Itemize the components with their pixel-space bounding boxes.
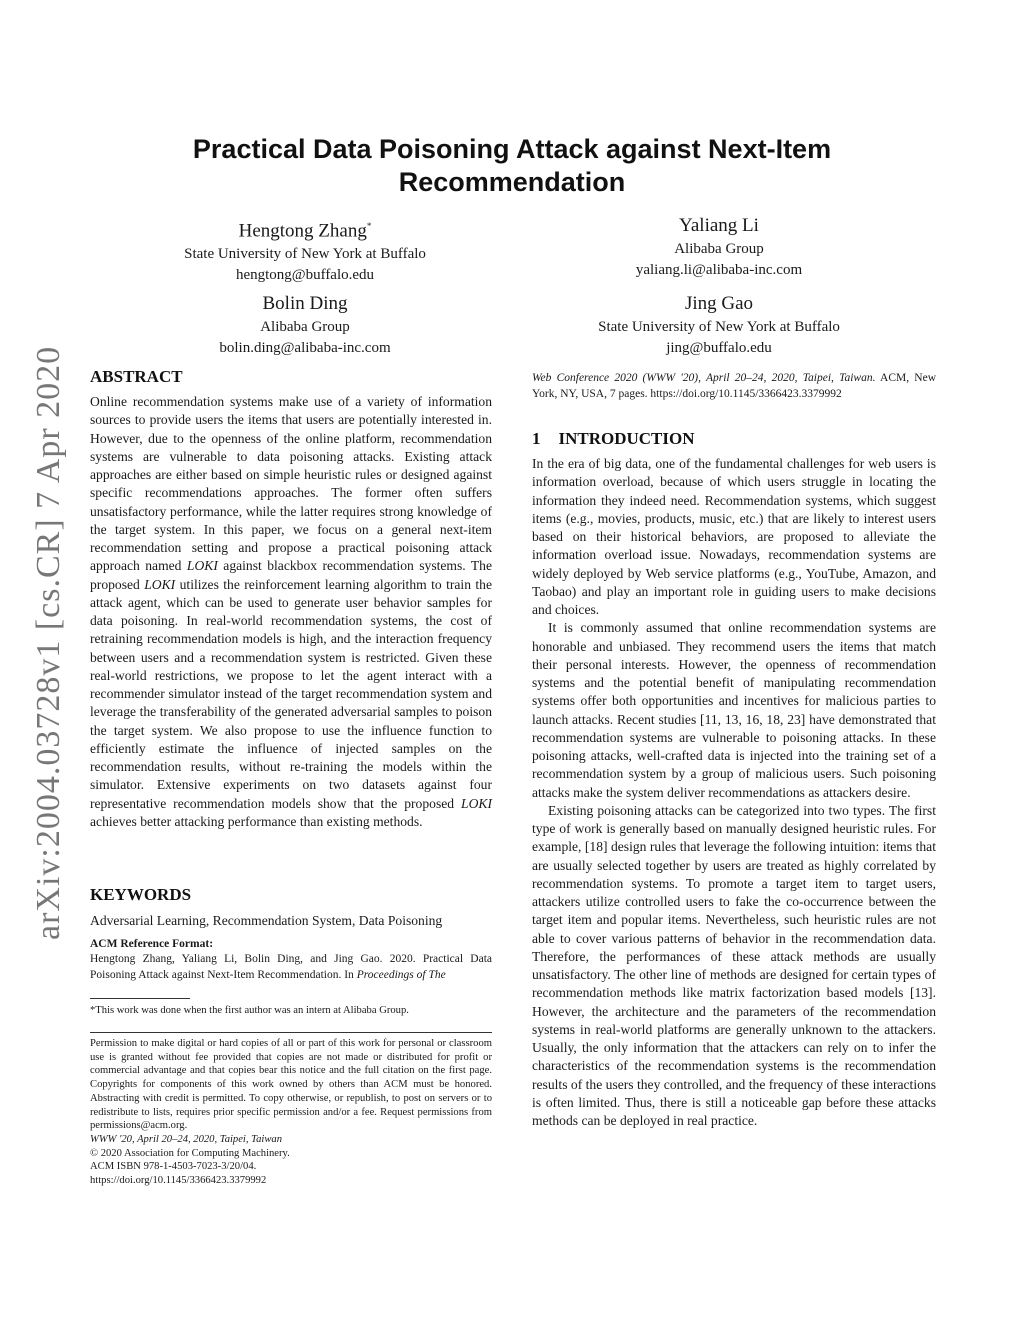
author-block-3	[140, 291, 470, 359]
acm-reference-continued: Web Conference 2020 (WWW '20), April 20–24, 2020, Taipei, Taiwan. ACM, New York, NY, USA, 7 pages. https://doi.org/10.1145/3366423.3379992	[532, 372, 937, 400]
intro-paragraph-2: It is commonly assumed that online recommendation systems are honorable and unbiased. They recommend users the items that match their personal interests. However, the openness of recommendation systems and the potential benefit of manipulating recommendation systems offer both opportunities and incentives for malicious parties to launch attacks. Recent studies [11, 13, 16, 18, 23] have demonstrated that recommendation systems are vulnerable to poisoning attacks. In these poisoning attacks, well-crafted data is injected into the training set of a recommendation system by a group of malicious users. Such poisoning attacks make the system deliver recommendations as attackers desire.	[532, 620, 936, 800]
permission-copyright: © 2020 Association for Computing Machinery.	[90, 1147, 290, 1159]
footnote: *This work was done when the first author was an intern at Alibaba Group.	[90, 1005, 409, 1016]
author-affiliation: State University of New York at Buffalo	[598, 319, 840, 335]
permission-isbn: ACM ISBN 978-1-4503-7023-3/20/04.	[90, 1161, 257, 1173]
author-block-4	[554, 291, 884, 359]
keywords-section	[90, 885, 492, 930]
author-name: Jing Gao	[684, 293, 754, 314]
author-email: hengtong@buffalo.edu	[235, 267, 375, 284]
introduction-heading	[532, 429, 936, 449]
author-block-2	[554, 213, 884, 281]
author-email: yaliang.li@alibaba-inc.com	[635, 262, 803, 278]
permission-conference: WWW '20, April 20–24, 2020, Taipei, Taiwan	[90, 1133, 282, 1145]
permission-rule	[90, 1032, 492, 1033]
abstract-section	[90, 367, 492, 831]
author-affiliation: Alibaba Group	[674, 241, 764, 257]
author-email: bolin.ding@alibaba-inc.com	[219, 340, 391, 356]
keywords-text: Adversarial Learning, Recommendation System, Data Poisoning	[90, 913, 443, 928]
intro-paragraph-3: Existing poisoning attacks can be categorized into two types. The first type of work is generally based on manually designed heuristic rules. For example, [18] design rules that leverage the following intuition: items that are usually selected together by users are treated as highly correlated by recommendation systems. To promote a target item to target users, attackers utilize controlled users to fake the co-occurrence between the target item and popular items. Nevertheless, such heuristic rules are not able to cover various patterns of behavior in the recommendation data. Therefore, the performances of these attack methods are usually unsatisfactory. The other line of methods are designed for certain types of recommendation methods like matrix factorization based models [13]. However, the architecture and the parameters of the recommendation systems in real-world platforms are generally unknown to the attackers. Usually, the only information that the attackers can rely on to infer the characteristics of the recommendation systems is the recommendation results of the users they controlled, and the frequency of these interactions is often limited. Thus, there is still a noticeable gap before these attacks methods can be deployed in real practice.	[532, 802, 936, 1128]
introduction-section	[532, 429, 936, 1130]
acm-reference-section	[90, 937, 492, 983]
permission-text: Permission to make digital or hard copies of all or part of this work for personal or classroom use is granted without fee provided that copies are not made or distributed for profit or commercial advantage and that copies bear this notice and the full citation on the first page. Copyrights for components of this work owned by others than ACM must be honored. Abstracting with credit is permitted. To copy otherwise, or republish, to post on servers or to redistribute to lists, requires prior specific permission and/or a fee. Request permissions from permissions@acm.org.	[90, 1038, 492, 1132]
abstract-heading: ABSTRACT	[90, 367, 183, 386]
intro-paragraph-1: In the era of big data, one of the fundamental challenges for web users is information overload, because of which users struggle in locating the information they indeed need. Recommendation systems, which suggest items (e.g., movies, products, music, etc.) that are likely to interest users based on their historical behaviors, are proposed to alleviate the information overload issue. Nowadays, recommendation systems are widely deployed by Web service platforms (e.g., YouTube, Amazon, and Taobao) and play an important role in guiding users to make decisions and choices.	[532, 456, 936, 617]
keywords-heading: KEYWORDS	[90, 885, 192, 904]
author-block-1	[140, 213, 470, 286]
acm-reference-heading: ACM Reference Format:	[90, 938, 214, 950]
author-footnote-mark: *	[366, 221, 372, 231]
permission-block	[90, 1037, 492, 1188]
acm-reference-text: Hengtong Zhang, Yaliang Li, Bolin Ding, and Jing Gao. 2020. Practical Data Poisoning Attack against Next-Item Recommendation. In Proceedings of The	[90, 953, 492, 981]
author-name: Bolin Ding	[262, 293, 348, 314]
footnote-rule	[90, 998, 190, 999]
paper-title: Practical Data Poisoning Attack against Next-Item Recommendation	[192, 134, 832, 197]
author-name: Hengtong Zhang	[238, 220, 367, 242]
permission-doi: https://doi.org/10.1145/3366423.3379992	[90, 1175, 267, 1187]
author-affiliation: State University of New York at Buffalo	[184, 246, 426, 263]
arxiv-stamp: arXiv:2004.03728v1 [cs.CR] 7 Apr 2020	[30, 345, 67, 940]
abstract-text: Online recommendation systems make use of a variety of information sources to provide users the items that users are potentially interested in. However, due to the openness of the online platform, recommendation systems are vulnerable to data poisoning attacks. Existing attack approaches are either based on simple heuristic rules or designed against specific recommendations approaches. The former often suffers unsatisfactory performance, while the latter requires strong knowledge of the target system. In this paper, we focus on a general next-item recommendation setting and propose a practical poisoning attack approach named LOKI against blackbox recommendation systems. The proposed LOKI utilizes the reinforcement learning algorithm to train the attack agent, which can be used to generate user behavior samples for data poisoning. In real-world recommendation systems, the cost of retraining recommendation models is high, and the interaction frequency between users and a recommendation system is restricted. Given these real-world restrictions, we propose to let the agent interact with a recommender simulator instead of the target recommendation system and leverage the transferability of the generated adversarial samples to poison the target system. We also propose to use the influence function to efficiently estimate the influence of injected samples on the recommendation results, without re-training the models within the simulator. Extensive experiments on two datasets against four representative recommendation models show that the proposed LOKI achieves better attacking performance than existing methods.	[90, 394, 492, 829]
author-affiliation: Alibaba Group	[260, 319, 350, 335]
author-name: Yaliang Li	[679, 215, 759, 236]
section-title: INTRODUCTION	[558, 429, 695, 448]
author-email: jing@buffalo.edu	[666, 340, 772, 356]
section-number: 1	[532, 429, 541, 448]
